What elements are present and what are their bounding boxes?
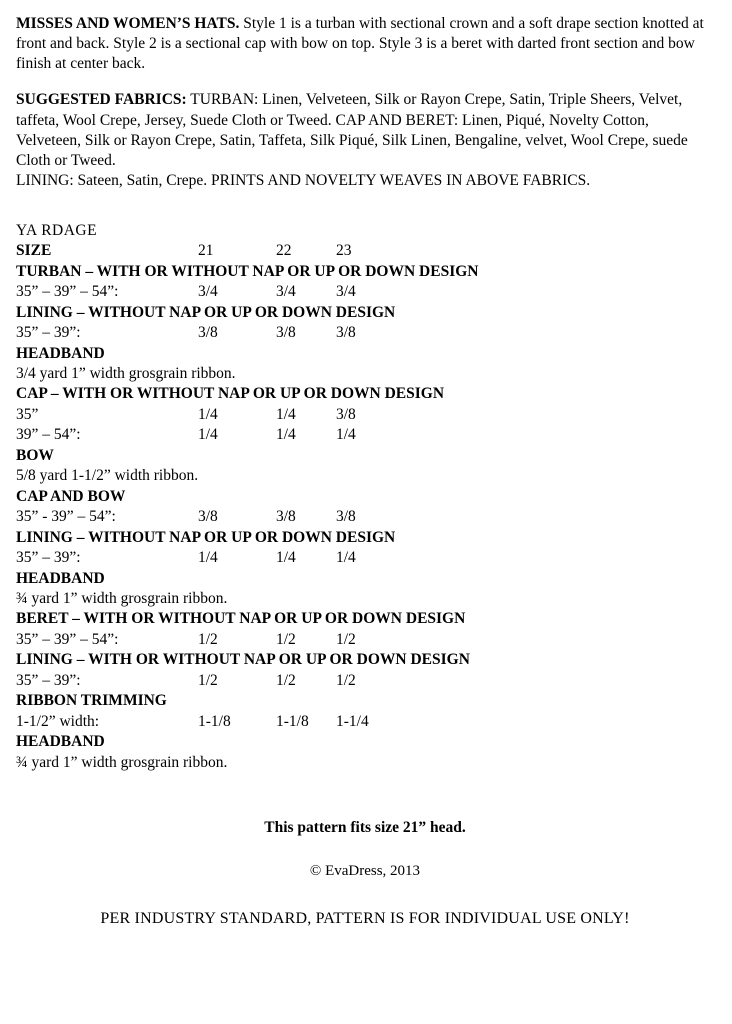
row-value-23: 1-1/4 <box>336 712 369 730</box>
fabrics-paragraph <box>16 90 714 171</box>
size-23: 23 <box>336 242 352 260</box>
yardage-title: YA RDAGE <box>16 222 98 240</box>
row-value-22: 1/2 <box>276 671 296 689</box>
row-value-22: 3/8 <box>276 508 296 526</box>
row-value-22: 3/4 <box>276 283 296 301</box>
yardage-row <box>16 671 714 691</box>
yardage-row <box>16 712 714 732</box>
section-heading: RIBBON TRIMMING <box>16 692 167 710</box>
row-value-21: 1/4 <box>198 549 218 567</box>
pattern-fit-note: This pattern fits size 21” head. <box>264 819 466 837</box>
row-value-23: 1/4 <box>336 549 356 567</box>
row-value-22: 1/4 <box>276 405 296 423</box>
usage-notice: PER INDUSTRY STANDARD, PATTERN IS FOR INDIVIDUAL USE ONLY! <box>100 910 630 928</box>
section-heading: CAP – WITH OR WITHOUT NAP OR UP OR DOWN DESIGN <box>16 385 445 403</box>
size-header-row <box>16 241 714 261</box>
row-value-23: 3/8 <box>336 508 356 526</box>
spacer <box>16 74 714 90</box>
copyright-line: © EvaDress, 2013 <box>309 863 421 880</box>
row-value-23: 1/4 <box>336 426 356 444</box>
row-value-23: 3/8 <box>336 405 356 423</box>
intro-lead: MISSES AND WOMEN’S HATS. <box>16 15 240 32</box>
intro-body: Style 1 is a turban with sectional crown and a soft drape section knotted at front and back. Style 2 is a sectional cap with bow on top. Style 3 is a beret with darted front section and bow finish at center back. <box>16 15 704 73</box>
row-value-22: 1/4 <box>276 426 296 444</box>
yardage-row <box>16 405 714 425</box>
row-value-21: 1/4 <box>198 405 218 423</box>
yardage-row <box>16 425 714 445</box>
fabrics-lead: SUGGESTED FABRICS: <box>16 91 187 109</box>
row-value-22: 1/2 <box>276 630 296 648</box>
row-label: 35” – 39” – 54”: <box>16 630 119 648</box>
row-value-21: 3/8 <box>198 324 218 342</box>
row-value-21: 3/4 <box>198 283 218 301</box>
row-value-22: 1/4 <box>276 549 296 567</box>
yardage-row <box>16 323 714 343</box>
size-21: 21 <box>198 242 214 260</box>
row-label: 39” – 54”: <box>16 426 81 444</box>
row-label: 35” - 39” – 54”: <box>16 508 116 526</box>
section-heading: HEADBAND <box>16 733 105 751</box>
row-value-23: 1/2 <box>336 671 356 689</box>
row-value-23: 3/8 <box>336 324 356 342</box>
row-value-21: 3/8 <box>198 508 218 526</box>
fabrics-body: TURBAN: Linen, Velveteen, Silk or Rayon Crepe, Satin, Triple Sheers, Velvet, taffeta, Wool Crepe, Jersey, Suede Cloth or Tweed. CAP AND BERET: Linen, Piqué, Novelty Cotton, Velveteen, Silk or Rayon Crepe, Satin, Taffeta, Silk Piqué, Silk Linen, Bengaline, velvet, Wool Crepe, suede Cloth or Tweed. <box>16 91 688 169</box>
section-heading: LINING – WITH OR WITHOUT NAP OR UP OR DOWN DESIGN <box>16 651 470 669</box>
section-heading: HEADBAND <box>16 344 105 362</box>
section-note: ¾ yard 1” width grosgrain ribbon. <box>16 589 228 607</box>
row-value-21: 1/4 <box>198 426 218 444</box>
size-label: SIZE <box>16 242 52 260</box>
row-value-22: 3/8 <box>276 324 296 342</box>
section-heading: HEADBAND <box>16 569 105 587</box>
yardage-row <box>16 548 714 568</box>
row-value-21: 1-1/8 <box>198 712 231 730</box>
section-heading: LINING – WITHOUT NAP OR UP OR DOWN DESIGN <box>16 528 396 546</box>
section-heading: TURBAN – WITH OR WITHOUT NAP OR UP OR DOWN DESIGN <box>16 262 479 280</box>
row-label: 35” – 39”: <box>16 324 81 342</box>
row-value-23: 3/4 <box>336 283 356 301</box>
row-label: 1-1/2” width: <box>16 712 100 730</box>
row-label: 35” – 39” – 54”: <box>16 283 119 301</box>
row-value-23: 1/2 <box>336 630 356 648</box>
section-heading: BOW <box>16 446 54 464</box>
yardage-row <box>16 507 714 527</box>
yardage-row <box>16 282 714 302</box>
section-note: ¾ yard 1” width grosgrain ribbon. <box>16 753 228 771</box>
section-note: 5/8 yard 1-1/2” width ribbon. <box>16 467 199 485</box>
lining-fabrics-line: LINING: Sateen, Satin, Crepe. PRINTS AND NOVELTY WEAVES IN ABOVE FABRICS. <box>16 171 591 189</box>
row-value-22: 1-1/8 <box>276 712 309 730</box>
size-22: 22 <box>276 242 292 260</box>
section-heading: CAP AND BOW <box>16 487 126 505</box>
row-label: 35” – 39”: <box>16 671 81 689</box>
yardage-row <box>16 630 714 650</box>
section-heading: LINING – WITHOUT NAP OR UP OR DOWN DESIGN <box>16 303 396 321</box>
row-value-21: 1/2 <box>198 630 218 648</box>
row-value-21: 1/2 <box>198 671 218 689</box>
section-note: 3/4 yard 1” width grosgrain ribbon. <box>16 364 236 382</box>
row-label: 35” <box>16 405 39 423</box>
row-label: 35” – 39”: <box>16 549 81 567</box>
section-heading: BERET – WITH OR WITHOUT NAP OR UP OR DOWN DESIGN <box>16 610 466 628</box>
intro-paragraph <box>16 14 714 74</box>
